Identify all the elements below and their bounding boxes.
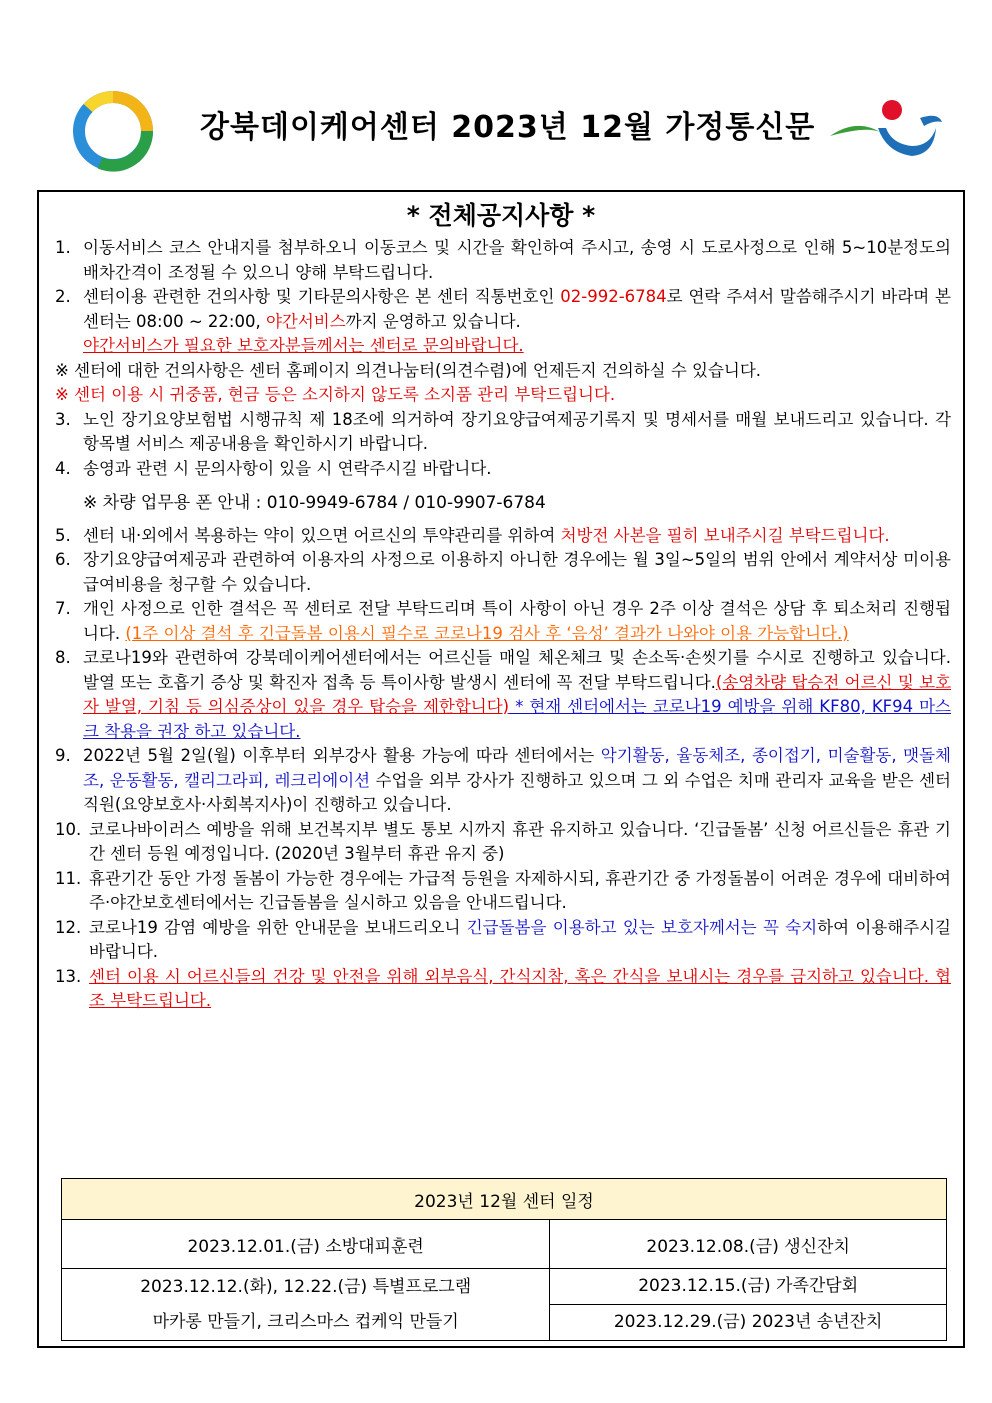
schedule-subline: 2023.12.12.(화), 12.22.(금) 특별프로그램 [140,1276,472,1297]
item-text: 송영과 관련 시 문의사항이 있을 시 연락주시길 바랍니다. [83,458,492,478]
note-valuables: ※ 센터 이용 시 귀중품, 현금 등은 소지하지 않도록 소지품 관리 부탁드립니다. [55,385,616,404]
item-number: 9. [55,746,71,765]
item-text: 장기요양급여제공과 관련하여 이용자의 사정으로 이용하지 아니한 경우에는 월 3일~5일의 범위 안에서 계약서상 미이용 급여비용을 청구할 수 있습니다. [83,550,951,594]
item-number: 12. [55,917,82,937]
notice-item [55,236,951,285]
night-service-note: 야간서비스가 필요한 보호자분들께서는 센터로 문의바랍니다. [83,336,524,355]
schedule-title: 2023년 12월 센터 일정 [62,1179,947,1220]
notice-list [55,236,951,1014]
item-text: 코로나19 감염 예방을 위한 안내문을 보내드리오니 [89,917,467,937]
notice-item [55,548,951,597]
notice-item [55,646,951,744]
item-text: 로 연락 주셔서 말씀해주시기 바라며 본 센터는 08:00 ~ 22:00, [83,287,951,331]
item-text: 휴관기간 동안 가정 돌봄이 가능한 경우에는 가급적 등원을 자제하시되, 휴관기간 중 가정돌봄이 어려운 경우에 대비하여 주·야간보호센터에서는 긴급돌봄을 실시하고 있음을 안내드립니다. [89,868,951,912]
schedule-subline: 마카롱 만들기, 크리스마스 컵케익 만들기 [152,1311,459,1332]
note-suggestion: ※ 센터에 대한 건의사항은 센터 홈페이지 의견나눔터(의견수렴)에 언제든지 건의하실 수 있습니다. [55,360,762,380]
item-subnote [83,334,951,359]
schedule-cell: 2023.12.01.(금) 소방대피훈련 [62,1220,550,1269]
notice-item [55,965,951,1014]
item-highlight: 센터 이용 시 어르신들의 건강 및 안전을 위해 외부음식, 간식지참, 혹은 간식을 보내시는 경우를 금지하고 있습니다. 협조 부탁드립니다. [89,966,951,1010]
item-text: 개인 사정으로 인한 결석은 꼭 센터로 전달 부탁드리며 특이 사항이 아닌 경우 2주 이상 결석은 상담 후 퇴소처리 진행됩니다. [83,599,951,643]
notice-item [55,867,951,916]
item-number: 13. [55,966,82,986]
item-text: 센터 내·외에서 복용하는 약이 있으면 어르신의 투약관리를 위하여 [83,525,561,545]
item-text: 하여 이용해주시길 바랍니다. [89,917,951,961]
item-text: 노인 장기요양보험법 시행규칙 제 18조에 의거하여 장기요양급여제공기록지 및 명세서를 매월 보내드리고 있습니다. 각 항목별 서비스 제공내용을 확인하시기 바랍니다. [83,409,951,453]
item-number: 6. [55,550,71,569]
night-service: 야간서비스 [265,311,346,331]
item-number: 4. [55,458,71,478]
page-title: 강북데이케어센터 2023년 12월 가정통신문 [200,110,816,145]
schedule-cell: 2023.12.08.(금) 생신잔치 [550,1220,947,1269]
item-text: 코로나바이러스 예방을 위해 보건복지부 별도 통보 시까지 휴관 유지하고 있습니다. ‘긴급돌봄’ 신청 어르신들은 휴관 기간 센터 등원 예정입니다. (2020년 3월부터 휴관 유지 중) [89,819,951,863]
center-logo-icon [70,88,156,174]
schedule-table [61,1178,947,1341]
item-highlight: 악기활동, 율동체조, 종이접기, 미술활동, 맷돌체조, 운동활동, 캘리그라피, 레크리에이션 [83,746,951,790]
item-number: 10. [55,819,82,839]
item-number: 7. [55,599,71,618]
notice-item [55,457,951,482]
notice-box [37,190,965,1348]
page-header [0,80,992,180]
item-highlight: (송영차량 탑승전 어르신 및 보호자 발열, 기침 등 의심증상이 있을 경우 탑승을 제한합니다) [83,672,952,716]
center-phone: 02-992-6784 [560,287,667,306]
notice-item [55,524,951,549]
item-text: 이동서비스 코스 안내지를 첨부하오니 이동코스 및 시간을 확인하여 주시고, 송영 시 도로사정으로 인해 5~10분정도의 배차간격이 조정될 수 있으니 양해 부탁드립니다. [83,238,951,282]
item-number: 8. [55,648,71,667]
schedule-subline: 2023.12.15.(금) 가족간담회 [638,1276,859,1296]
table-row [62,1179,947,1220]
schedule-cell [62,1269,550,1341]
item-text: 2022년 5월 2일(월) 이후부터 외부강사 활용 가능에 따라 센터에서는 [83,746,601,765]
item-highlight: 처방전 사본을 필히 보내주시길 부탁드립니다. [560,525,890,545]
item-text: 수업을 외부 강사가 진행하고 있으며 그 외 수업은 치매 관리자 교육을 받은 센터 직원(요양보호사·사회복지사)이 진행하고 있습니다. [83,770,951,814]
notice-item [55,285,951,359]
item-highlight: 긴급돌봄을 이용하고 있는 보호자께서는 꼭 숙지 [466,917,818,937]
item-number: 11. [55,868,82,888]
schedule-subline: 2023.12.29.(금) 2023년 송년잔치 [550,1304,946,1340]
notice-item [55,818,951,867]
item-text: 센터이용 관련한 건의사항 및 기타문의사항은 본 센터 직통번호인 [83,287,561,306]
item-number: 5. [55,525,71,545]
item-text: 코로나19와 관련하여 강북데이케어센터에서는 어르신들 매일 체온체크 및 손소독·손씻기를 수시로 진행하고 있습니다. 발열 또는 호흡기 증상 및 확진자 접촉 등 특이사항 발생시 센터에 꼭 전달 부탁드립니다. [83,648,951,692]
notice-item [55,744,951,818]
item-number: 2. [55,287,71,306]
schedule-cell [550,1269,947,1341]
notice-item [55,597,951,646]
table-row [62,1220,947,1269]
vehicle-phone: ※ 차량 업무용 폰 안내 : 010-9949-6784 / 010-9907-6784 [83,493,546,513]
item-number: 3. [55,409,71,429]
notice-title: * 전체공지사항 * [406,201,596,230]
notice-item [55,916,951,965]
notice-item [55,408,951,457]
item-text: 까지 운영하고 있습니다. [345,311,521,331]
item-number: 1. [55,238,71,257]
table-row [62,1269,947,1341]
item-highlight: * 현재 센터에서는 코로나19 예방을 위해 KF80, KF94 마스크 착용을 권장 하고 있습니다. [83,697,951,741]
district-logo-icon [826,92,946,172]
item-highlight: (1주 이상 결석 후 긴급돌봄 이용시 필수로 코로나19 검사 후 ‘음성’ 결과가 나와야 이용 가능합니다.) [125,623,849,643]
